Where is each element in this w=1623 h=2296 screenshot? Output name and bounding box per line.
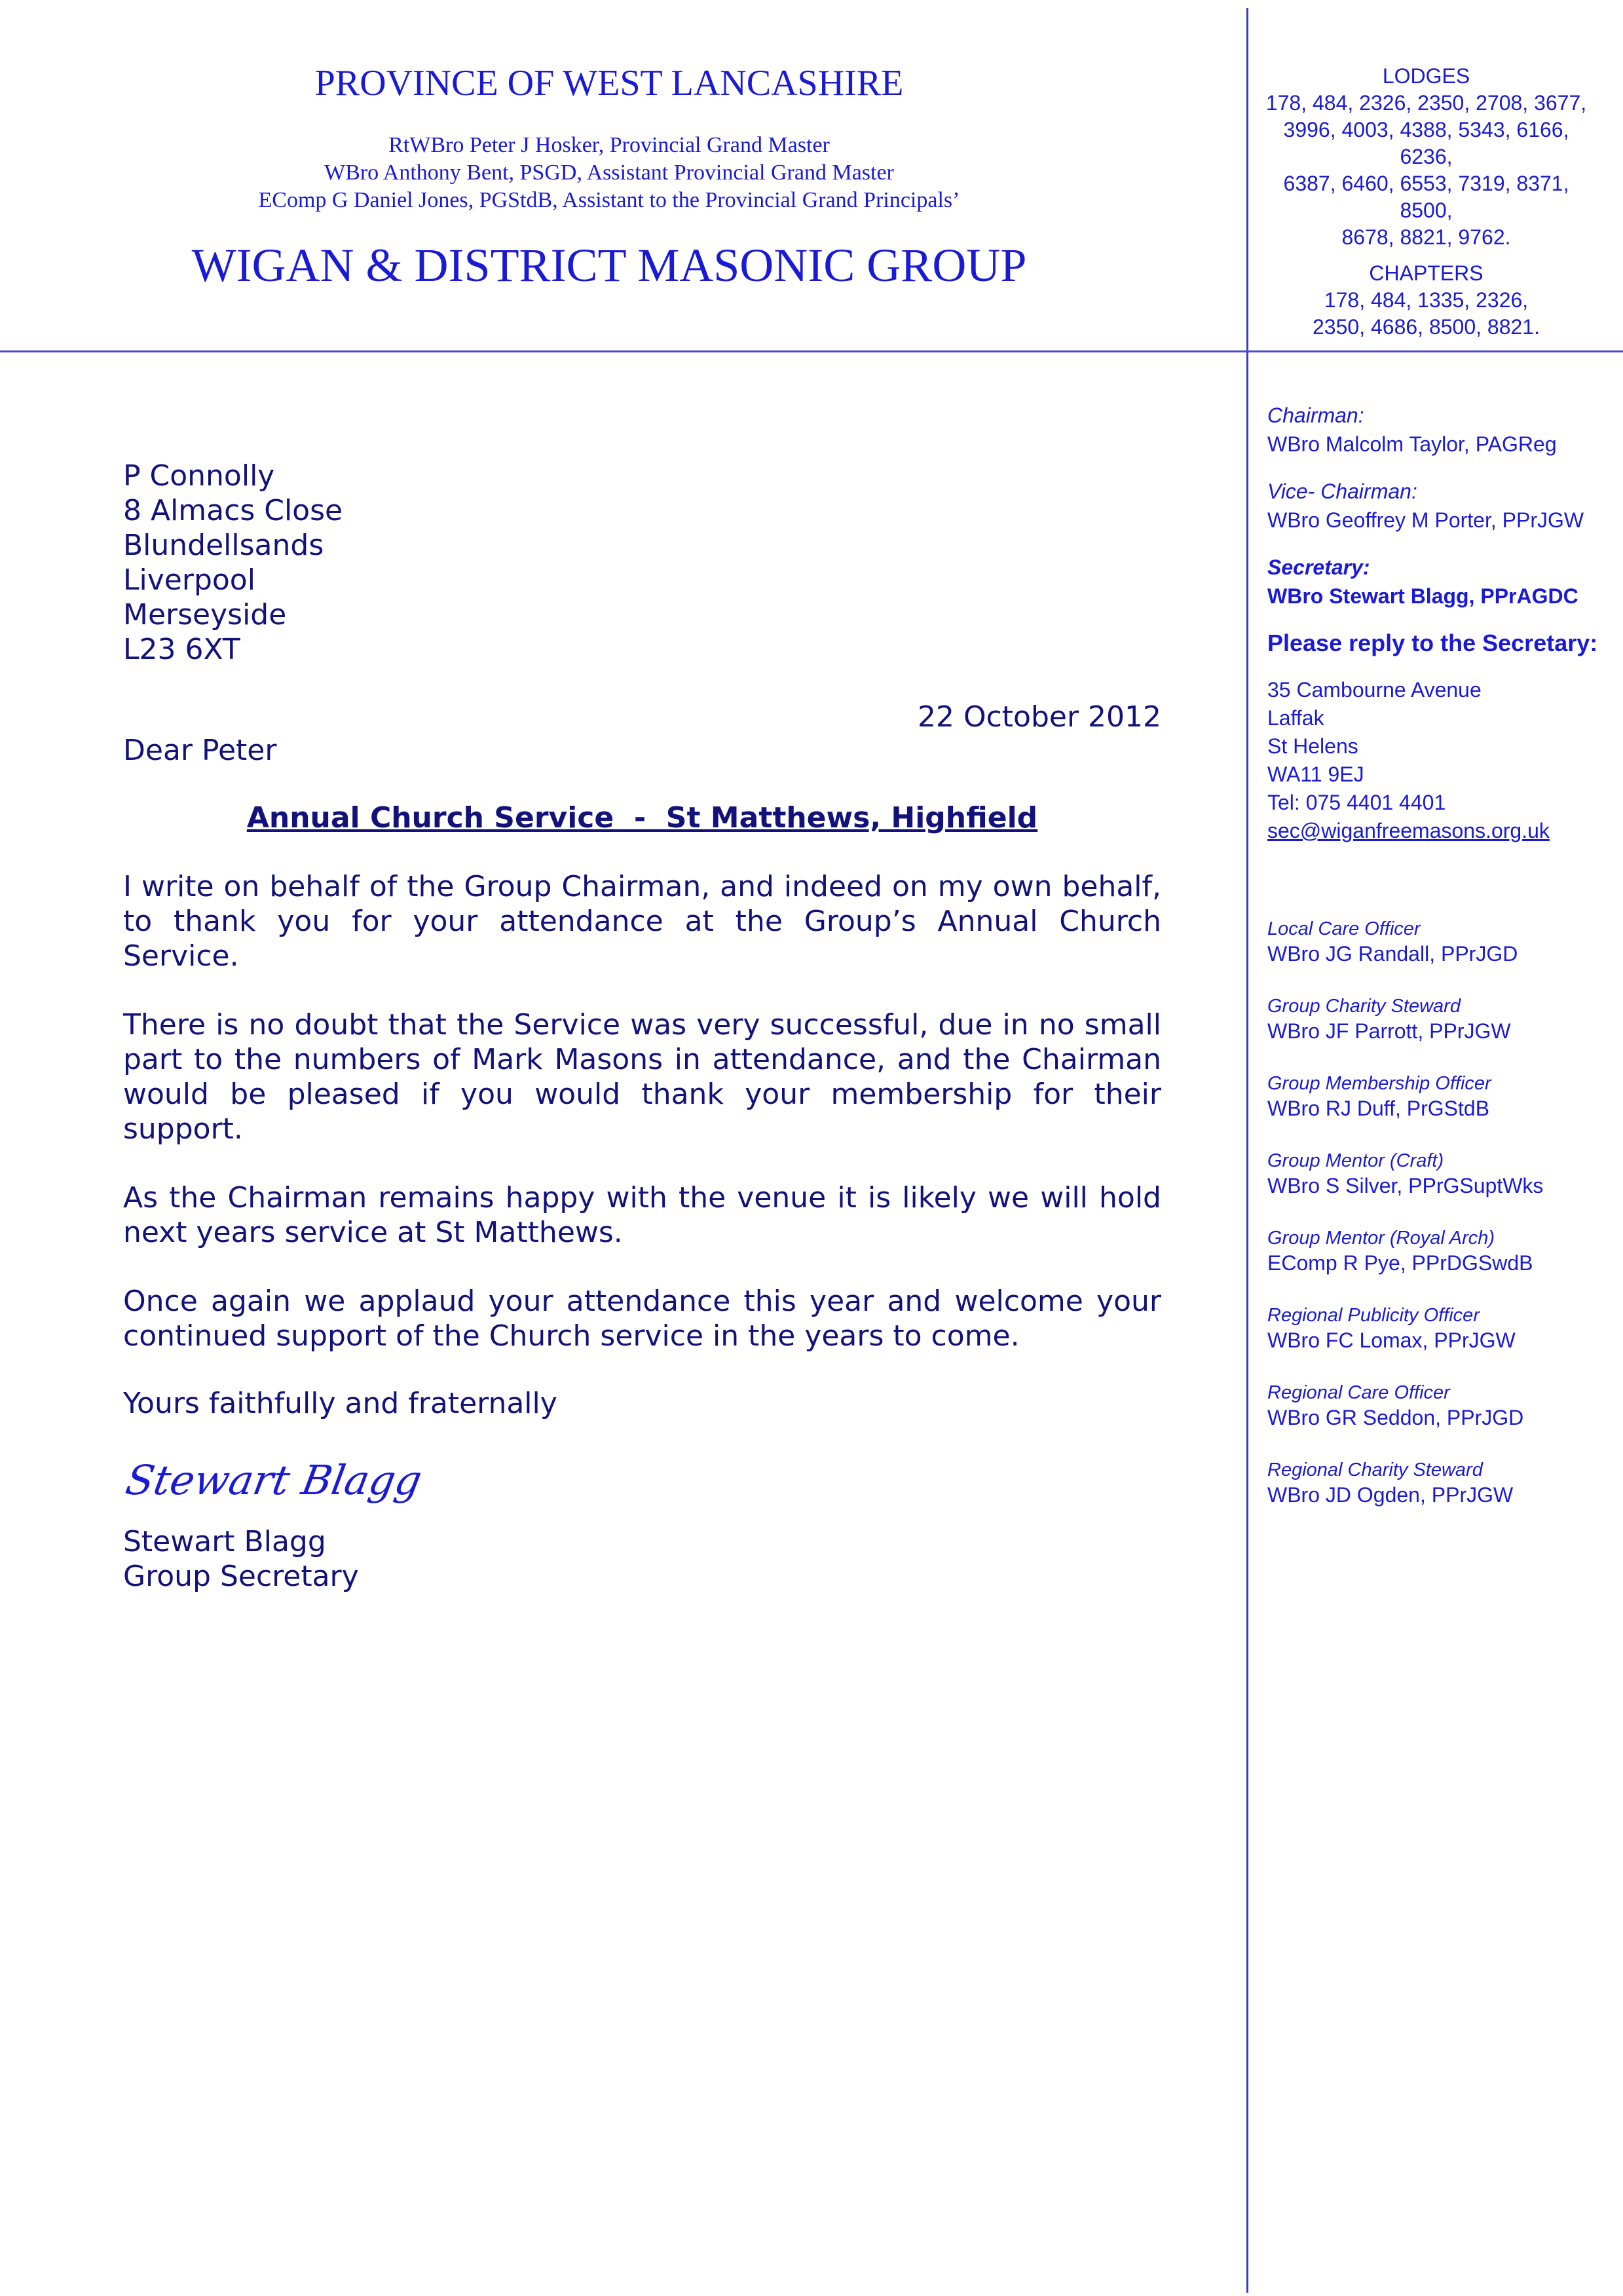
- address-line: 35 Cambourne Avenue: [1267, 678, 1482, 702]
- officer-role: Group Mentor (Royal Arch): [1267, 1228, 1495, 1249]
- lodges-block: [1258, 63, 1595, 251]
- paragraph: There is no doubt that the Service was very successful, due in no small part to the numbers of Mark Masons in attendance, and the Chairman would be pleased if you would thank your membership for their support.: [123, 1008, 1161, 1146]
- officer-name: WBro GR Seddon, PPrJGD: [1267, 1406, 1524, 1429]
- chapters-line: 178, 484, 1335, 2326,: [1324, 288, 1529, 312]
- salutation: Dear Peter: [123, 734, 277, 767]
- signatory-title: Group Secretary: [123, 1560, 359, 1593]
- officer-entry: [1267, 994, 1614, 1044]
- secretary-name: WBro Stewart Blagg, PPrAGDC: [1267, 584, 1578, 608]
- signature-script: Stewart Blagg: [122, 1456, 426, 1504]
- officer-entry: [1267, 1072, 1614, 1121]
- officer-name: WBro FC Lomax, PPrJGW: [1267, 1328, 1516, 1352]
- letterhead: [0, 62, 1218, 293]
- recipient-line: 8 Almacs Close: [123, 494, 343, 527]
- officer-name: WBro JG Randall, PPrJGD: [1267, 942, 1518, 966]
- chapters-block: [1258, 260, 1595, 341]
- lodges-line: 6387, 6460, 6553, 7319, 8371, 8500,: [1283, 172, 1569, 222]
- officer-name: WBro JD Ogden, PPrJGW: [1267, 1483, 1514, 1507]
- address-line: WA11 9EJ: [1267, 762, 1364, 786]
- officer-name: WBro JF Parrott, PPrJGW: [1267, 1019, 1511, 1043]
- phone-line: Tel: 075 4401 4401: [1267, 791, 1446, 814]
- officer-role: Group Mentor (Craft): [1267, 1150, 1444, 1171]
- lodges-line: 3996, 4003, 4388, 5343, 6166, 6236,: [1283, 118, 1569, 168]
- letter-date: 22 October 2012: [917, 700, 1161, 734]
- paragraph: I write on behalf of the Group Chairman, and indeed on my own behalf, to thank you for your attendance at the Group’s Annual Church Service.: [123, 870, 1161, 973]
- chairman-label: Chairman:: [1267, 404, 1364, 427]
- vice-chairman-block: [1267, 477, 1614, 535]
- officer-role: Regional Publicity Officer: [1267, 1305, 1480, 1326]
- chapters-line: 2350, 4686, 8500, 8821.: [1313, 315, 1540, 339]
- provincial-officer: EComp G Daniel Jones, PGStdB, Assistant to the Provincial Grand Principals’: [258, 188, 960, 212]
- chapters-label: CHAPTERS: [1369, 261, 1483, 285]
- lodges-line: 178, 484, 2326, 2350, 2708, 3677,: [1265, 91, 1587, 115]
- address-line: Laffak: [1267, 706, 1324, 730]
- signature-image: [122, 1447, 426, 1519]
- province-title: PROVINCE OF WEST LANCASHIRE: [314, 63, 904, 104]
- signatory-name: Stewart Blagg: [123, 1525, 326, 1558]
- closing: Yours faithfully and fraternally: [123, 1387, 557, 1420]
- group-name: WIGAN & DISTRICT MASONIC GROUP: [191, 239, 1027, 292]
- officer-role: Regional Charity Steward: [1267, 1459, 1483, 1480]
- officer-entry: [1267, 1149, 1614, 1199]
- officer-role: Local Care Officer: [1267, 918, 1421, 939]
- recipient-line: Liverpool: [123, 563, 255, 597]
- lodges-line: 8678, 8821, 9762.: [1341, 225, 1511, 249]
- address-line: St Helens: [1267, 734, 1358, 758]
- recipient-line: Blundellsands: [123, 529, 324, 562]
- secretary-address: [1267, 676, 1614, 845]
- officer-name: WBro S Silver, PPrGSuptWks: [1267, 1174, 1544, 1197]
- provincial-officer: RtWBro Peter J Hosker, Provincial Grand Master: [388, 133, 830, 157]
- reply-label: Please reply to the Secretary:: [1267, 630, 1598, 656]
- officer-entry: [1267, 1226, 1614, 1276]
- officer-name: WBro RJ Duff, PrGStdB: [1267, 1097, 1490, 1120]
- vice-chairman-label: Vice- Chairman:: [1267, 480, 1417, 503]
- officer-role: Group Charity Steward: [1267, 996, 1461, 1017]
- group-officers: [1267, 917, 1614, 1508]
- lodges-label: LODGES: [1382, 64, 1470, 88]
- officer-name: EComp R Pye, PPrDGSwdB: [1267, 1251, 1533, 1275]
- subject-line: Annual Church Service - St Matthews, Highfield: [246, 801, 1038, 835]
- vice-chairman-name: WBro Geoffrey M Porter, PPrJGW: [1267, 508, 1584, 532]
- officer-entry: [1267, 917, 1614, 967]
- officer-entry: [1267, 1381, 1614, 1431]
- handwritten-signature: [123, 1447, 1161, 1519]
- chairman-block: [1267, 401, 1614, 459]
- officer-entry: [1267, 1458, 1614, 1508]
- sidebar: [1267, 401, 1614, 1535]
- letter-body: [123, 459, 1161, 1594]
- chairman-name: WBro Malcolm Taylor, PAGReg: [1267, 432, 1557, 456]
- secretary-label: Secretary:: [1267, 555, 1370, 579]
- officer-entry: [1267, 1304, 1614, 1353]
- officer-role: Regional Care Officer: [1267, 1382, 1450, 1403]
- officer-role: Group Membership Officer: [1267, 1073, 1491, 1094]
- paragraph: As the Chairman remains happy with the venue it is likely we will hold next years service at St Matthews.: [123, 1181, 1161, 1249]
- recipient-line: P Connolly: [123, 459, 275, 493]
- recipient-address: [123, 459, 1161, 667]
- email-link[interactable]: sec@wiganfreemasons.org.uk: [1267, 819, 1550, 842]
- units-list: [1258, 63, 1595, 350]
- recipient-line: L23 6XT: [123, 633, 240, 666]
- secretary-block: [1267, 553, 1614, 611]
- provincial-officer: WBro Anthony Bent, PSGD, Assistant Provincial Grand Master: [324, 160, 894, 185]
- recipient-line: Merseyside: [123, 598, 287, 631]
- provincial-officers: [0, 132, 1218, 214]
- paragraph: Once again we applaud your attendance this year and welcome your continued support of the Church service in the years to come.: [123, 1285, 1161, 1353]
- horizontal-divider: [0, 350, 1623, 352]
